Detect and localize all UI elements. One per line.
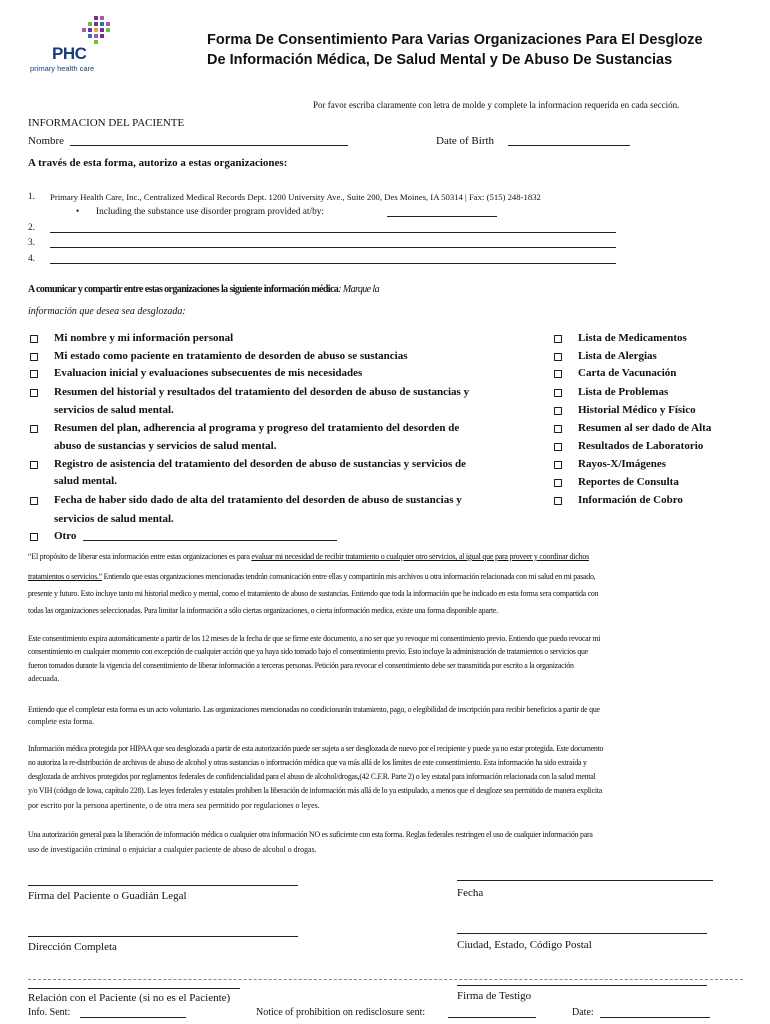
option-plan-summary[interactable]: Resumen del plan, adherencia al programa y progreso del tratamiento del desorden de	[54, 422, 459, 434]
expiry-line-3: fueron tomados durante la vigencia del consentimiento de liberar información a terceras personas. Petición para revocar el consentimiento debe ser transmitida por escrito a la organización	[28, 661, 574, 670]
org-bullet-text: Including the substance use disorder program provided at/by:	[96, 207, 324, 217]
expiry-line-2: consentimiento en cualquier momento con excepción de cualquier acción que ya haya sido tomado bajo el consentimiento previo. Esto incluye la administración de tratamientos o servicios que	[28, 647, 588, 656]
signature-line[interactable]	[28, 885, 298, 886]
hipaa-line-4: y/o VIH (código de Iowa, capítulo 228). Las leyes federales y estatales prohíben la liberación de información más allá de lo ya estipulado, a menos que el desgloze sea permitido de manera explicita	[28, 786, 602, 795]
dob-label: Date of Birth	[436, 135, 495, 147]
expiry-line-4: adecuada.	[28, 674, 60, 683]
info-sent-label: Info. Sent:	[28, 1007, 71, 1018]
checkbox[interactable]	[554, 461, 562, 469]
option-evaluations[interactable]: Evaluacion inicial y evaluaciones subsecuentes de mis necesidades	[54, 367, 362, 379]
option-attendance-cont: salud mental.	[54, 475, 117, 487]
option-treatment-summary[interactable]: Resumen del historial y resultados del tratamiento del desorden de abuso de sustancias y	[54, 386, 469, 398]
checkbox[interactable]	[554, 353, 562, 361]
option-patient-status[interactable]: Mi estado como paciente en tratamiento de desorden de abuso se sustancias	[54, 350, 408, 362]
name-label: Nombre	[28, 135, 65, 147]
city-line[interactable]	[457, 933, 707, 934]
dob-field[interactable]	[508, 145, 630, 146]
checkbox[interactable]	[554, 370, 562, 378]
option-attendance[interactable]: Registro de asistencia del tratamiento del desorden de abuso de sustancias y servicios de	[54, 458, 466, 470]
option-consult-reports[interactable]: Reportes de Consulta	[578, 476, 679, 488]
option-billing[interactable]: Información de Cobro	[578, 494, 683, 506]
hipaa-line-2: no autoriza la re-distribución de archivos de abuso de alcohol y otras sustancias o información médica que va más allá de los límites de este consentimiento. Esta información ha sido extraída y	[28, 758, 587, 767]
checkbox[interactable]	[30, 353, 38, 361]
date-footer-field[interactable]	[600, 1017, 710, 1018]
checkbox[interactable]	[30, 425, 38, 433]
checkbox[interactable]	[554, 389, 562, 397]
program-field[interactable]	[387, 216, 497, 217]
checkbox[interactable]	[554, 335, 562, 343]
option-history[interactable]: Historial Médico y Físico	[578, 404, 696, 416]
logo-text: PHC	[52, 44, 87, 63]
instruction-text: Por favor escriba claramente con letra de molde y complete la informacion requerida en cada sección.	[313, 100, 680, 110]
option-personal-info[interactable]: Mi nombre y mi información personal	[54, 332, 233, 344]
checkbox[interactable]	[554, 407, 562, 415]
witness-label: Firma de Testigo	[457, 990, 532, 1002]
option-medications[interactable]: Lista de Medicamentos	[578, 332, 687, 344]
relation-line[interactable]	[28, 988, 240, 989]
name-field[interactable]	[70, 145, 348, 146]
form-title-line1: Forma De Consentimiento Para Varias Organizaciones Para El Desgloze	[207, 32, 703, 48]
org-number-2: 2.	[28, 223, 35, 233]
bullet-icon: •	[76, 207, 80, 217]
hipaa-line-5: por escrito por la persona apertinente, o de otra mera sea permitido por regulaciones o leyes.	[28, 801, 320, 810]
checkbox[interactable]	[554, 479, 562, 487]
share-subheading: información que desea sea desglozada:	[28, 306, 186, 317]
option-discharge-date[interactable]: Fecha de haber sido dado de alta del tratamiento del desorden de abuso de sustancias y	[54, 494, 462, 506]
signature-label: Firma del Paciente o Guadián Legal	[28, 890, 187, 902]
checkbox[interactable]	[554, 425, 562, 433]
org-item-1: Primary Health Care, Inc., Centralized Medical Records Dept. 1200 University Ave., Suite 200, Des Moines, IA 50314 | Fax: (515) 248-1832	[50, 192, 541, 202]
hipaa-line-3: desglozada de archivos protegidos por reglamentos federales de confidencialidad para el abuso de alcohol/drogas,(42 C.F.R. Parte 2) o ley estatal para información relacionada con la salud mental	[28, 772, 596, 781]
purpose-line-3: presente y futuro. Esto incluye tanto mi historial medico y mental, como el tratamiento de abuso de sustancias. Entiendo que toda la información que he indicado en esta forma sera compartida con	[28, 589, 599, 598]
expiry-line-1: Este consentimiento expira automáticamente a partir de los 12 meses de la fecha de que se firme este documento, a no ser que yo revoque mi consentimiento previo. Entiendo que puedo revocar mi	[28, 634, 601, 643]
checkbox[interactable]	[30, 389, 38, 397]
relation-label: Relación con el Paciente (si no es el Paciente)	[28, 992, 231, 1004]
info-sent-field[interactable]	[80, 1017, 186, 1018]
org-number-4: 4.	[28, 254, 35, 264]
other-field[interactable]	[83, 540, 337, 541]
logo-subtext: primary health care	[30, 64, 95, 73]
date-line[interactable]	[457, 880, 713, 881]
checkbox[interactable]	[30, 370, 38, 378]
option-discharge-summary[interactable]: Resumen al ser dado de Alta	[578, 422, 711, 434]
witness-line[interactable]	[457, 985, 707, 986]
option-xrays[interactable]: Rayos-X/Imágenes	[578, 458, 666, 470]
notice-label: Notice of prohibition on redisclosure sent:	[256, 1007, 426, 1018]
option-plan-summary-cont: abuso de sustancias y servicios de salud mental.	[54, 440, 277, 452]
org-number-3: 3.	[28, 238, 35, 248]
address-label: Dirección Completa	[28, 941, 117, 953]
date-label: Fecha	[457, 887, 484, 899]
orgs-heading: A través de esta forma, autorizo a estas organizaciones:	[28, 157, 288, 169]
checkbox[interactable]	[30, 335, 38, 343]
purpose-line-2: tratamientos o servicios.” Entiendo que estas organizaciones mencionadas tendrán comunicación entre ellas y compartirán mis archivos u otra información relacionada con mi salud en mi pasado,	[28, 572, 596, 581]
org-field-4[interactable]	[50, 263, 616, 264]
org-field-2[interactable]	[50, 232, 616, 233]
org-number-1: 1.	[28, 192, 35, 202]
checkbox[interactable]	[554, 443, 562, 451]
divider	[28, 979, 743, 980]
checkbox[interactable]	[30, 497, 38, 505]
purpose-line-1: “El propósito de liberar esta información entre estas organizaciones es para evaluar mi necesidad de recibir tratamiento o cualquier otro servicios, al igual que para proveer y coordinar dichos	[28, 552, 589, 561]
patient-heading: INFORMACION DEL PACIENTE	[28, 117, 185, 129]
org-field-3[interactable]	[50, 247, 616, 248]
option-vaccination[interactable]: Carta de Vacunación	[578, 367, 676, 379]
form-title-line2: De Información Médica, De Salud Mental y De Abuso De Sustancias	[207, 52, 673, 68]
city-label: Ciudad, Estado, Código Postal	[457, 939, 592, 951]
general-line-2: uso de investigación criminal o enjuiciar a cualquier paciente de abuso de alcohol o drogas.	[28, 845, 317, 854]
voluntary-line-1: Entiendo que el completar esta forma es un acto voluntario. Las organizaciones mencionadas no condicionarán tratamiento, pago, o elegibilidad de inscripción para recibir beneficios a partir de que	[28, 705, 600, 714]
option-discharge-date-cont: servicios de salud mental.	[54, 513, 174, 525]
option-problems[interactable]: Lista de Problemas	[578, 386, 668, 398]
option-lab-results[interactable]: Resultados de Laboratorio	[578, 440, 703, 452]
checkbox[interactable]	[554, 497, 562, 505]
option-other[interactable]: Otro	[54, 530, 76, 542]
date-footer-label: Date:	[572, 1007, 594, 1018]
checkbox[interactable]	[30, 533, 38, 541]
option-treatment-summary-cont: servicios de salud mental.	[54, 404, 174, 416]
general-line-1: Una autorización general para la liberación de información médica o cualquier otra información NO es suficiente con esta forma. Reglas federales restringen el uso de cualquier información para	[28, 830, 593, 839]
option-allergies[interactable]: Lista de Alergias	[578, 350, 657, 362]
notice-field[interactable]	[448, 1017, 536, 1018]
voluntary-line-2: complete esta forma.	[28, 717, 94, 726]
address-line[interactable]	[28, 936, 298, 937]
hipaa-line-1: Información médica protegida por HIPAA que sea desglozada a partir de esta autorización puede ser sujeta a ser desglozada de nuevo por el recipiente y puede ya no estar protegida. Este documento	[28, 744, 604, 753]
share-heading: A comunicar y compartir entre estas organizaciones la siguiente información médica: Marque la	[28, 284, 380, 295]
purpose-line-4: todas las organizaciones seleccionadas. Para limitar la información a sólo ciertas organizaciones, o cierta información medica, existe una forma disponible aparte.	[28, 606, 498, 615]
checkbox[interactable]	[30, 461, 38, 469]
